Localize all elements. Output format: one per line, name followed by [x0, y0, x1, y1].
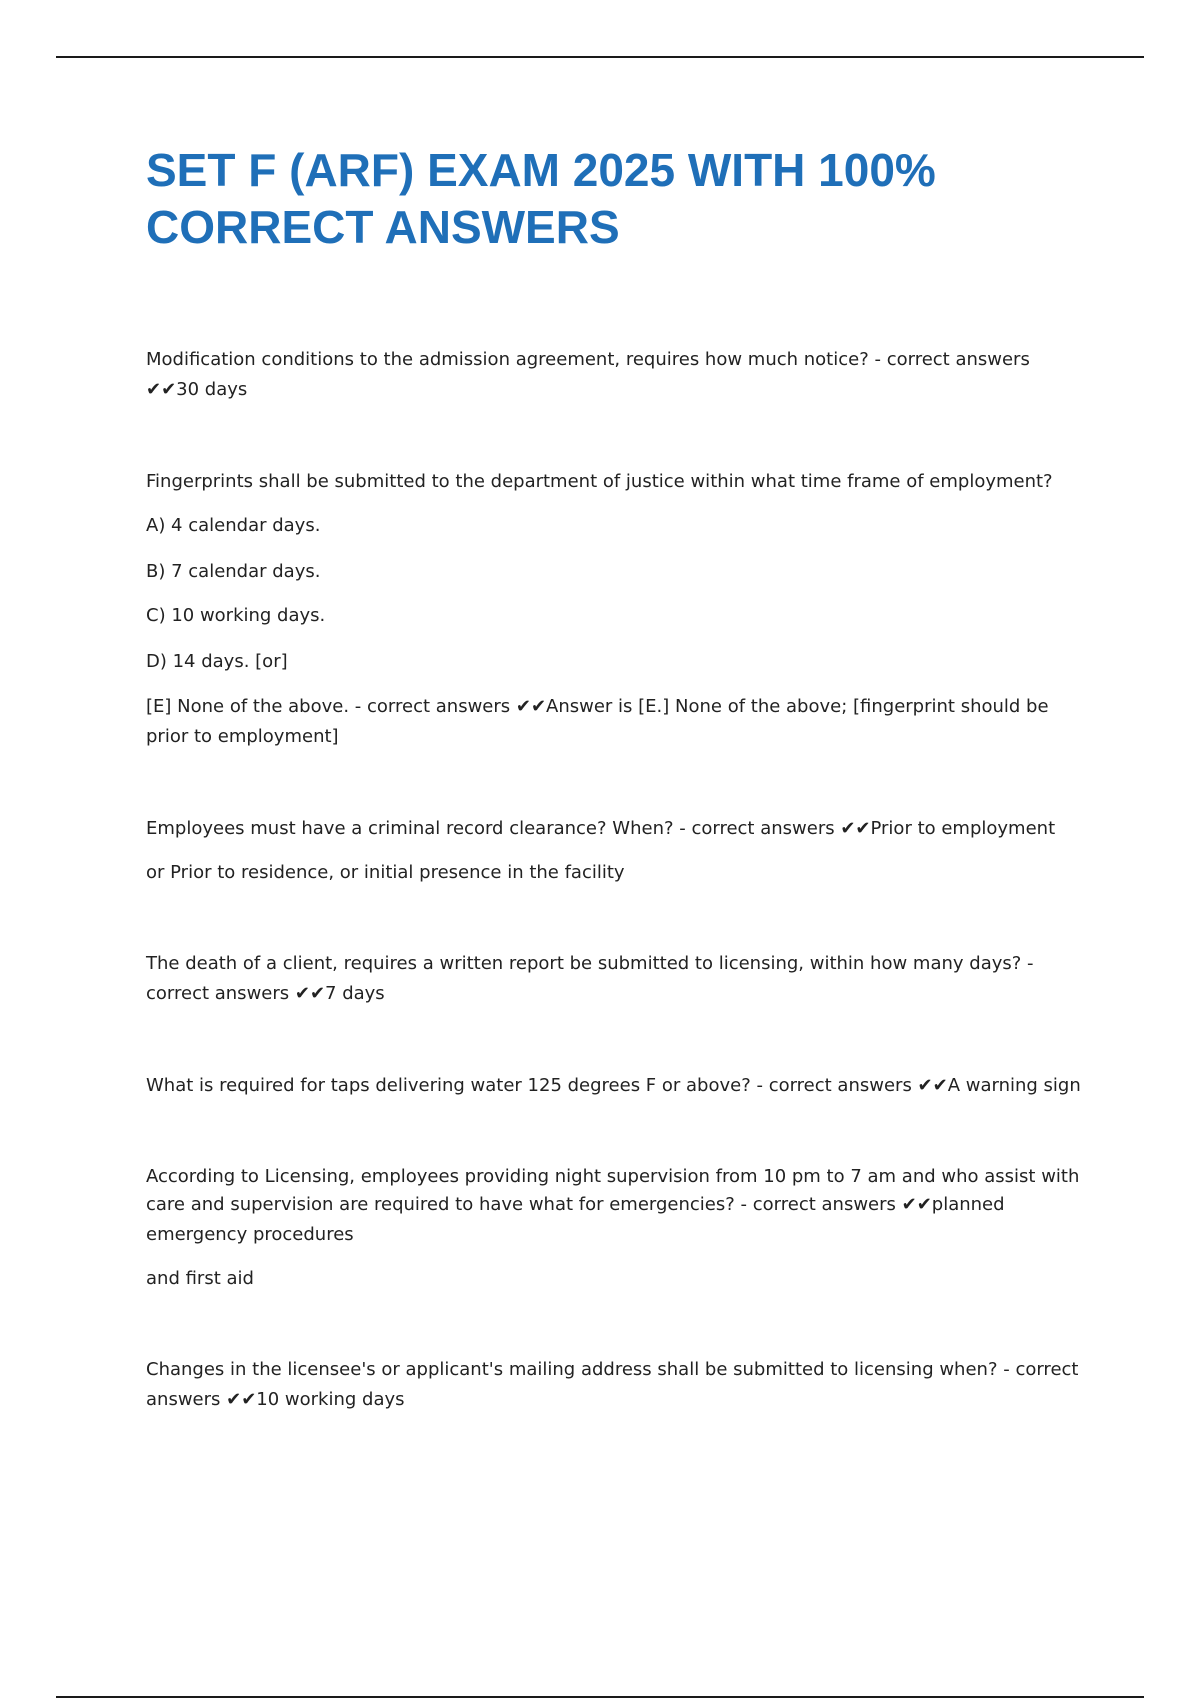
q1-line-2: ✔✔30 days [146, 379, 248, 400]
q6-line-1: According to Licensing, employees providing night supervision from 10 pm to 7 am and who assist with [146, 1166, 1080, 1187]
q4-line-2: correct answers ✔✔7 days [146, 983, 385, 1004]
q2-question: Fingerprints shall be submitted to the department of justice within what time frame of employment? [146, 471, 1053, 492]
q2-answer-line-2: prior to employment] [146, 726, 339, 747]
q1-line-1: Modification conditions to the admission agreement, requires how much notice? - correct answers [146, 349, 1030, 370]
q2-option-b: B) 7 calendar days. [146, 561, 321, 582]
document-title [146, 142, 1086, 256]
top-rule [56, 56, 1144, 58]
q5-line-1: What is required for taps delivering water 125 degrees F or above? - correct answers ✔✔A warning sign [146, 1075, 1081, 1096]
q7-line-1: Changes in the licensee's or applicant's mailing address shall be submitted to licensing when? - correct [146, 1359, 1079, 1380]
q2-answer-line-1: [E] None of the above. - correct answers ✔✔Answer is [E.] None of the above; [fingerprint should be [146, 696, 1049, 717]
bottom-rule [56, 1696, 1144, 1698]
q3-line-2: or Prior to residence, or initial presence in the facility [146, 862, 625, 883]
q6-line-4: and first aid [146, 1268, 254, 1289]
q2-option-d: D) 14 days. [or] [146, 651, 288, 672]
title-line-2: CORRECT ANSWERS [146, 201, 620, 253]
q6-line-2: care and supervision are required to have what for emergencies? - correct answers ✔✔planned [146, 1194, 1005, 1215]
q2-option-c: C) 10 working days. [146, 605, 326, 626]
q6-line-3: emergency procedures [146, 1224, 354, 1245]
q2-option-a: A) 4 calendar days. [146, 515, 321, 536]
q7-line-2: answers ✔✔10 working days [146, 1389, 405, 1410]
q3-line-1: Employees must have a criminal record clearance? When? - correct answers ✔✔Prior to employment [146, 818, 1056, 839]
q4-line-1: The death of a client, requires a written report be submitted to licensing, within how many days? - [146, 953, 1034, 974]
title-line-1: SET F (ARF) EXAM 2025 WITH 100% [146, 144, 936, 196]
